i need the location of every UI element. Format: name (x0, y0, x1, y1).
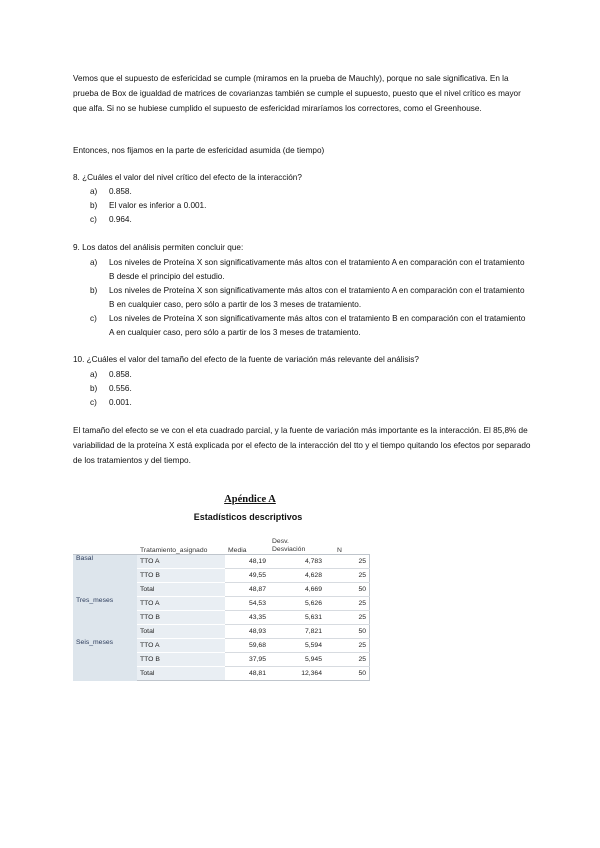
question-8: 8. ¿Cuáles el valor del nivel crítico del efecto de la interacción? (73, 173, 302, 182)
question-9-option-c: c) Los niveles de Proteína X son significativamente más altos con el tratamiento B en comparación con el tratamiento A en cualquier caso, pero sólo a partir de los 3 meses de tratamiento. (90, 314, 526, 337)
table-row (73, 555, 370, 569)
question-10-option-b: b) 0.556. (90, 384, 132, 393)
table-header-row (73, 528, 370, 555)
cell-n: 25 (325, 611, 370, 625)
cell-n: 50 (325, 667, 370, 681)
cell-mean: 48,19 (225, 555, 269, 569)
question-10-option-c: c) 0.001. (90, 398, 132, 407)
cell-sd: 5,594 (269, 639, 325, 653)
cell-sd: 12,364 (269, 667, 325, 681)
cell-n: 25 (325, 555, 370, 569)
row-label: TTO B (137, 611, 225, 625)
cell-mean: 48,81 (225, 667, 269, 681)
cell-n: 25 (325, 653, 370, 667)
question-8-option-c: c) 0.964. (90, 215, 132, 224)
cell-n: 25 (325, 639, 370, 653)
cell-n: 25 (325, 569, 370, 583)
group-label: Basal (73, 555, 137, 597)
cell-n: 50 (325, 583, 370, 597)
descriptive-stats-title: Estadísticos descriptivos (193, 512, 303, 522)
question-9-option-a: a) Los niveles de Proteína X son significativamente más altos con el tratamiento A en comparación con el tratamiento B desde el principio del estudio. (90, 258, 525, 281)
cell-mean: 37,95 (225, 653, 269, 667)
question-9-option-b: b) Los niveles de Proteína X son significativamente más altos con el tratamiento A en comparación con el tratamiento B en cualquier caso, pero sólo a partir de los 3 meses de tratamiento. (90, 286, 525, 309)
cell-n: 50 (325, 625, 370, 639)
header-group: Tratamiento_asignado (137, 528, 225, 555)
row-label: TTO B (137, 653, 225, 667)
cell-sd: 5,626 (269, 597, 325, 611)
question-8-option-a: a) 0.858. (90, 187, 132, 196)
paragraph-sphericity: Vemos que el supuesto de esfericidad se cumple (miramos en la prueba de Mauchly), porque no sale significativa. En la prueba de Box de igualdad de matrices de covarianzas también se cumple el supuesto, puesto que el nivel crítico es mayor que alfa. Si no se hubiese cumplido el supuesto de esfericidad miraríamos los correctores, como el Greenhouse. (73, 74, 521, 113)
appendix-title: Apéndice A (224, 494, 276, 505)
cell-mean: 49,55 (225, 569, 269, 583)
header-mean: Media (225, 528, 269, 555)
cell-n: 25 (325, 597, 370, 611)
question-10-option-a: a) 0.858. (90, 370, 132, 379)
cell-mean: 48,87 (225, 583, 269, 597)
cell-sd: 4,783 (269, 555, 325, 569)
row-label: TTO A (137, 597, 225, 611)
cell-sd: 7,821 (269, 625, 325, 639)
header-n: N (325, 528, 370, 555)
group-label: Seis_meses (73, 639, 137, 681)
row-label: Total (137, 583, 225, 597)
header-sd: Desv. Desviación (269, 528, 325, 555)
question-9: 9. Los datos del análisis permiten concluir que: (73, 243, 244, 252)
table-row (73, 639, 370, 653)
cell-mean: 54,53 (225, 597, 269, 611)
cell-sd: 4,669 (269, 583, 325, 597)
descriptive-stats-table (73, 528, 370, 681)
question-10: 10. ¿Cuáles el valor del tamaño del efecto de la fuente de variación más relevante del análisis? (73, 355, 419, 364)
cell-sd: 5,631 (269, 611, 325, 625)
row-label: TTO A (137, 639, 225, 653)
cell-sd: 4,628 (269, 569, 325, 583)
cell-mean: 59,68 (225, 639, 269, 653)
paragraph-assumed-sphericity: Entonces, nos fijamos en la parte de esfericidad asumida (de tiempo) (73, 146, 325, 155)
table-row (73, 597, 370, 611)
cell-mean: 48,93 (225, 625, 269, 639)
cell-mean: 43,35 (225, 611, 269, 625)
row-label: Total (137, 667, 225, 681)
row-label: Total (137, 625, 225, 639)
row-label: TTO A (137, 555, 225, 569)
row-label: TTO B (137, 569, 225, 583)
group-label: Tres_meses (73, 597, 137, 639)
cell-sd: 5,945 (269, 653, 325, 667)
paragraph-effect-size: El tamaño del efecto se ve con el eta cuadrado parcial, y la fuente de variación más importante es la interacción. El 85,8% de variabilidad de la proteína X está explicada por el efecto de la interacción del tto y el tiempo quitando los efectos por separado de los tratamientos y del tiempo. (73, 426, 531, 465)
question-8-option-b: b) El valor es inferior a 0.001. (90, 201, 207, 210)
header-empty (73, 528, 137, 555)
